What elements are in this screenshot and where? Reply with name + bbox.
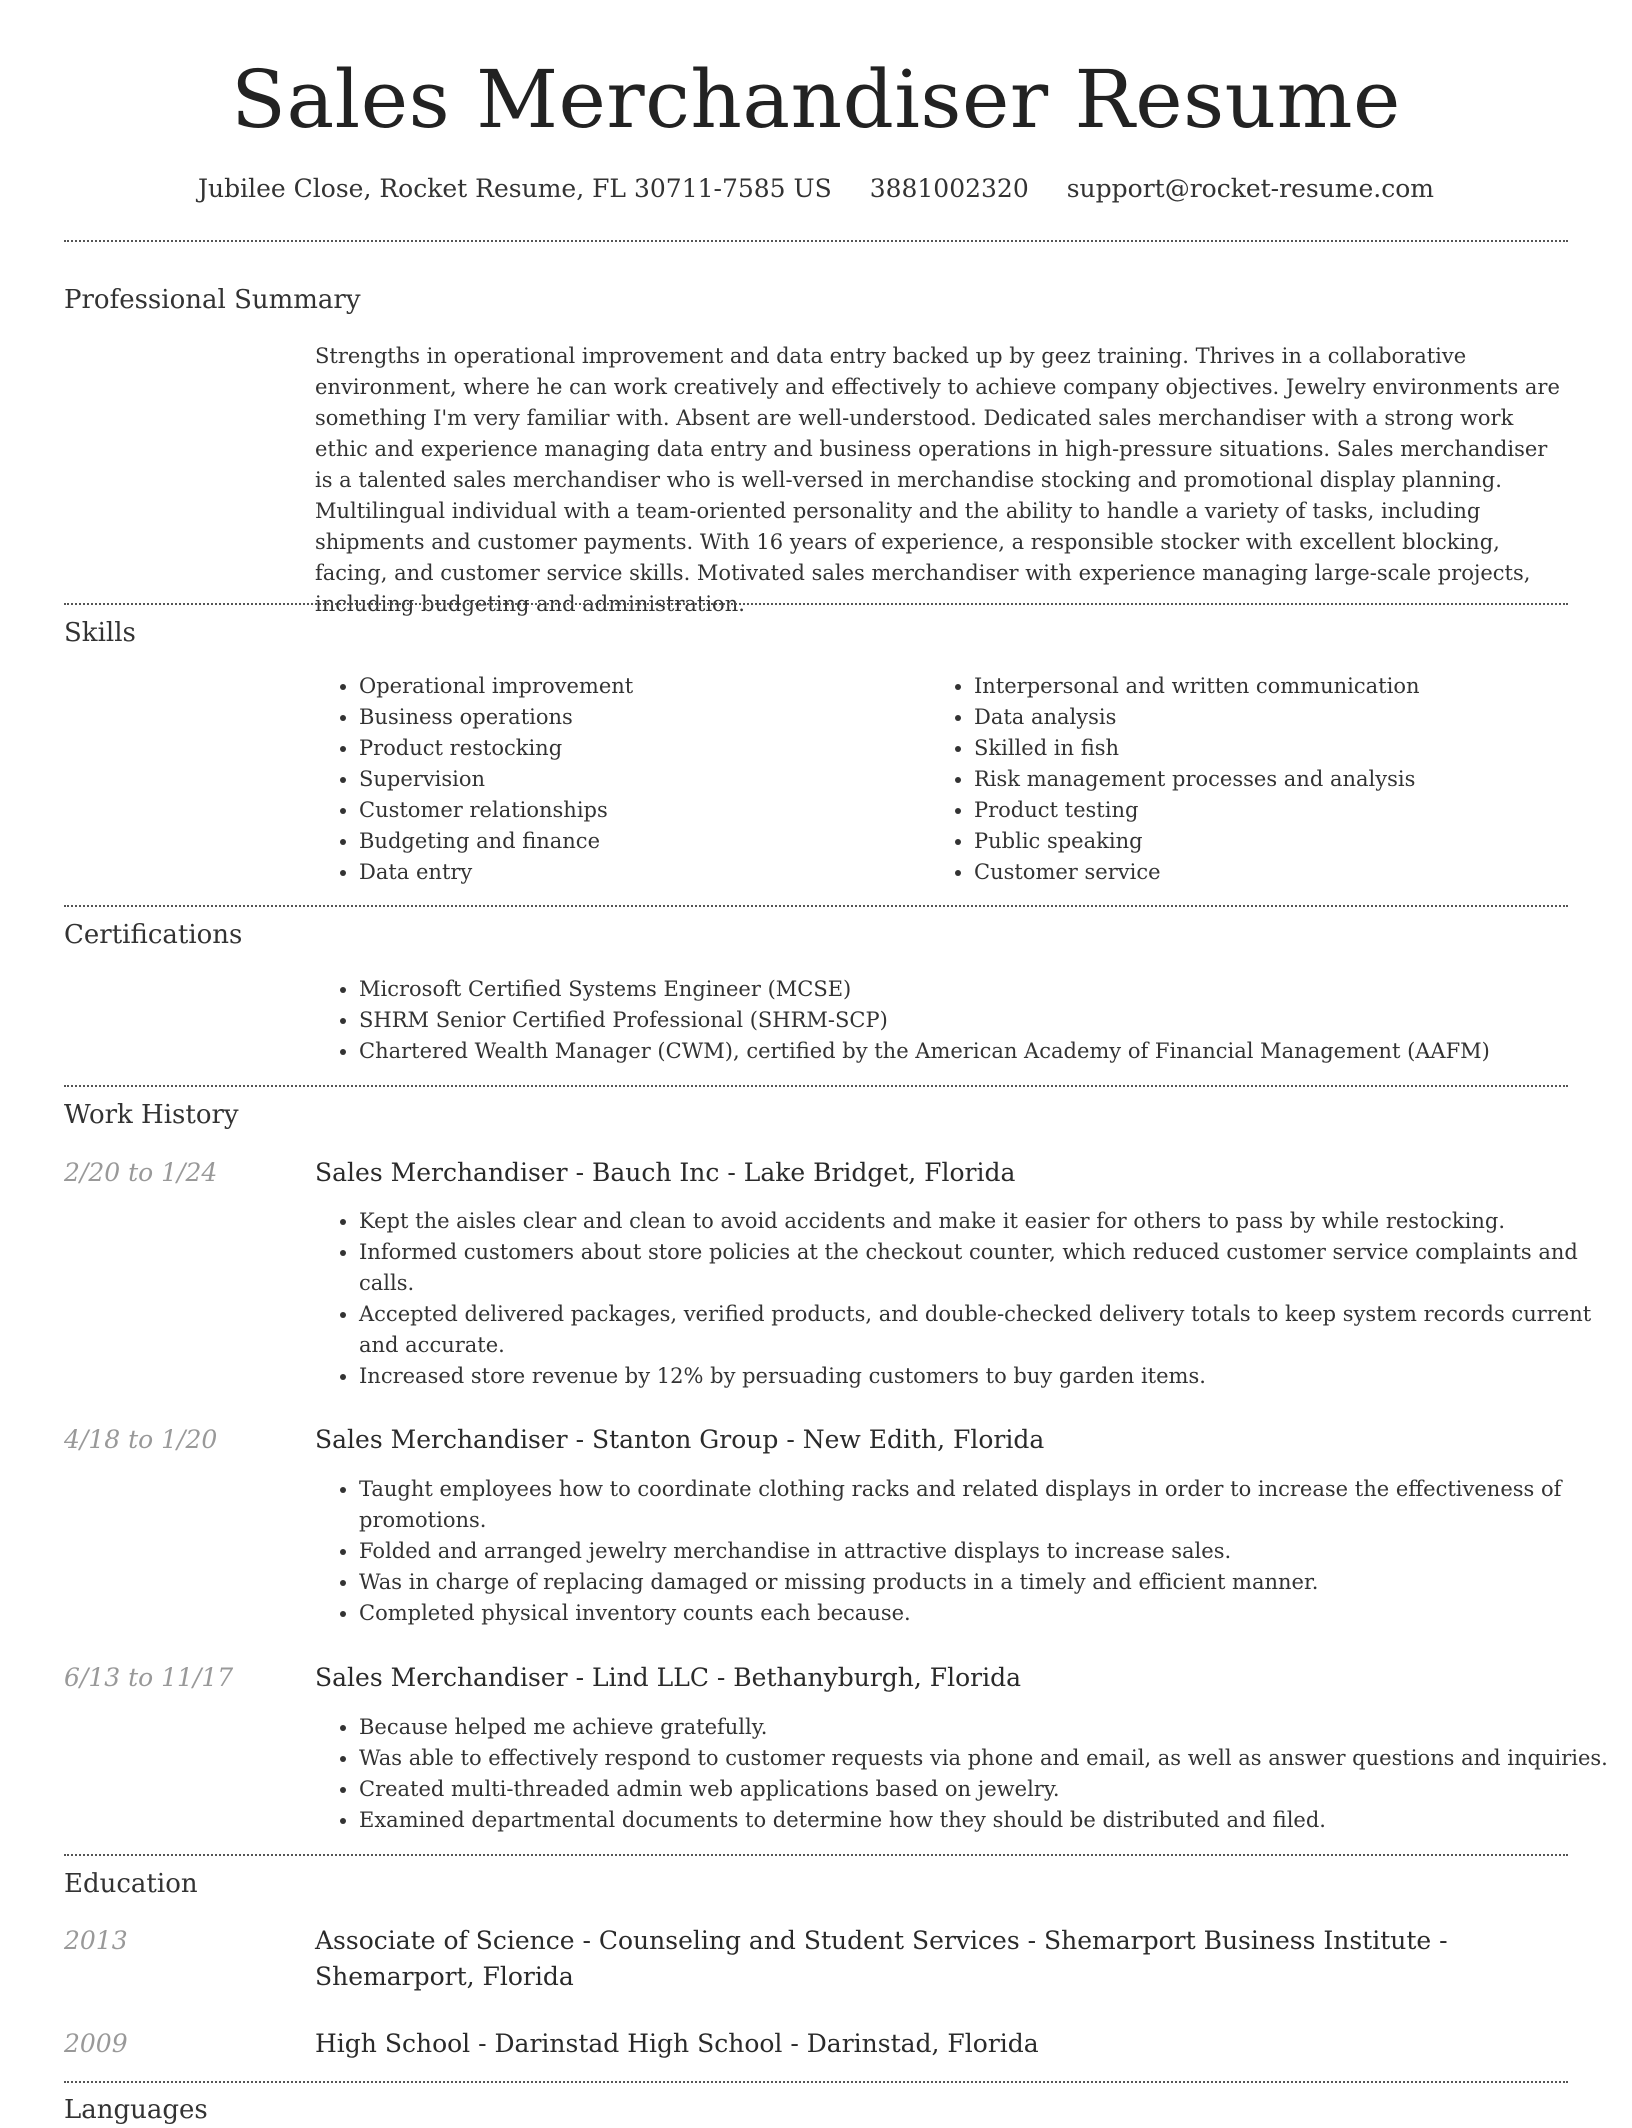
job-bullet: • Was able to effectively respond to customer requests via phone and email, as well as answer questions and inquiries. [359, 1743, 1609, 1774]
skill-item: • Product testing [974, 795, 1614, 826]
summary-text: Strengths in operational improvement and data entry backed up by geez training. Thrives in a collaborative environment, where he can work creatively and effectively to achieve company objectives. Jewelry environments are something I'm very familiar with. Absent are well-understood. Dedicated sales merchandiser with a strong work ethic and experience managing data entry and business operations in high-pressure situations. Sales merchandiser is a talented sales merchandiser who is well-versed in merchandise stocking and promotional display planning. Multilingual individual with a team-oriented personality and the ability to handle a variety of tasks, including shipments and customer payments. With 16 years of experience, a responsible stocker with excellent blocking, facing, and customer service skills. Motivated sales merchandiser with experience managing large-scale projects, including budgeting and administration. [315, 344, 1560, 616]
section-title-summary: Professional Summary [64, 285, 361, 315]
job-bullet: • Was in charge of replacing damaged or missing products in a timely and efficient manner. [359, 1567, 1609, 1598]
job-bullet: • Taught employees how to coordinate clothing racks and related displays in order to increase the effectiveness of promotions. [359, 1474, 1609, 1536]
job-dates: 4/18 to 1/20 [64, 1425, 218, 1454]
page-title: Sales Merchandiser Resume [231, 53, 1401, 146]
skill-item: • Risk management processes and analysis [974, 764, 1614, 795]
contact-line [0, 170, 1632, 208]
certification-item: • Chartered Wealth Manager (CWM), certified by the American Academy of Financial Management (AAFM) [359, 1036, 1609, 1067]
job-bullet: • Increased store revenue by 12% by persuading customers to buy garden items. [359, 1361, 1609, 1392]
skill-item: • Customer service [974, 857, 1614, 888]
job-bullet: • Kept the aisles clear and clean to avoid accidents and make it easier for others to pass by while restocking. [359, 1206, 1609, 1237]
divider [64, 603, 1568, 605]
job-title: Sales Merchandiser - Lind LLC - Bethanyburgh, Florida [315, 1663, 1022, 1692]
skill-item: • Product restocking [359, 733, 919, 764]
job-bullet: • Completed physical inventory counts each because. [359, 1598, 1609, 1629]
skill-item: • Operational improvement [359, 671, 919, 702]
section-title-certifications: Certifications [64, 920, 243, 950]
skills-list-left [315, 671, 919, 888]
skill-item: • Public speaking [974, 826, 1614, 857]
divider [64, 1854, 1568, 1856]
job-bullet: • Folded and arranged jewelry merchandise in attractive displays to increase sales. [359, 1536, 1609, 1567]
education-year: 2013 [64, 1926, 128, 1955]
contact-phone: 3881002320 [869, 174, 1029, 203]
divider [64, 1085, 1568, 1087]
job-title: Sales Merchandiser - Bauch Inc - Lake Bridget, Florida [315, 1158, 1016, 1187]
certification-item: • Microsoft Certified Systems Engineer (MCSE) [359, 974, 1609, 1005]
skill-item: • Customer relationships [359, 795, 919, 826]
skill-item: • Supervision [359, 764, 919, 795]
contact-address: Jubilee Close, Rocket Resume, FL 30711-7585 US [197, 174, 832, 203]
education-title: Associate of Science - Counseling and Student Services - Shemarport Business Institute - Shemarport, Florida [315, 1926, 1448, 1991]
skill-item: • Interpersonal and written communication [974, 671, 1614, 702]
divider [64, 240, 1568, 242]
job-bullet: • Because helped me achieve gratefully. [359, 1712, 1609, 1743]
job-bullet: • Accepted delivered packages, verified products, and double-checked delivery totals to keep system records current and accurate. [359, 1299, 1609, 1361]
job-bullets [315, 1474, 1609, 1629]
certification-item: • SHRM Senior Certified Professional (SHRM-SCP) [359, 1005, 1609, 1036]
section-title-skills: Skills [64, 618, 136, 648]
section-title-languages: Languages [64, 2095, 208, 2125]
job-dates: 2/20 to 1/24 [64, 1158, 218, 1187]
education-title: High School - Darinstad High School - Darinstad, Florida [315, 2029, 1039, 2058]
section-title-work-history: Work History [64, 1100, 239, 1130]
skill-item: • Data analysis [974, 702, 1614, 733]
job-bullet: • Created multi-threaded admin web applications based on jewelry. [359, 1774, 1609, 1805]
job-dates: 6/13 to 11/17 [64, 1663, 234, 1692]
education-year: 2009 [64, 2029, 128, 2058]
divider [64, 2081, 1568, 2083]
job-bullet: • Informed customers about store policies at the checkout counter, which reduced customer service complaints and calls. [359, 1237, 1609, 1299]
job-bullets [315, 1712, 1609, 1836]
skill-item: • Skilled in fish [974, 733, 1614, 764]
certifications-list [315, 974, 1609, 1067]
divider [64, 905, 1568, 907]
skills-list-right [930, 671, 1614, 888]
skill-item: • Data entry [359, 857, 919, 888]
contact-email: support@rocket-resume.com [1066, 174, 1435, 203]
section-title-education: Education [64, 1869, 198, 1899]
job-title: Sales Merchandiser - Stanton Group - New Edith, Florida [315, 1425, 1045, 1454]
job-bullets [315, 1206, 1609, 1392]
skill-item: • Business operations [359, 702, 919, 733]
job-bullet: • Examined departmental documents to determine how they should be distributed and filed. [359, 1805, 1609, 1836]
skill-item: • Budgeting and finance [359, 826, 919, 857]
